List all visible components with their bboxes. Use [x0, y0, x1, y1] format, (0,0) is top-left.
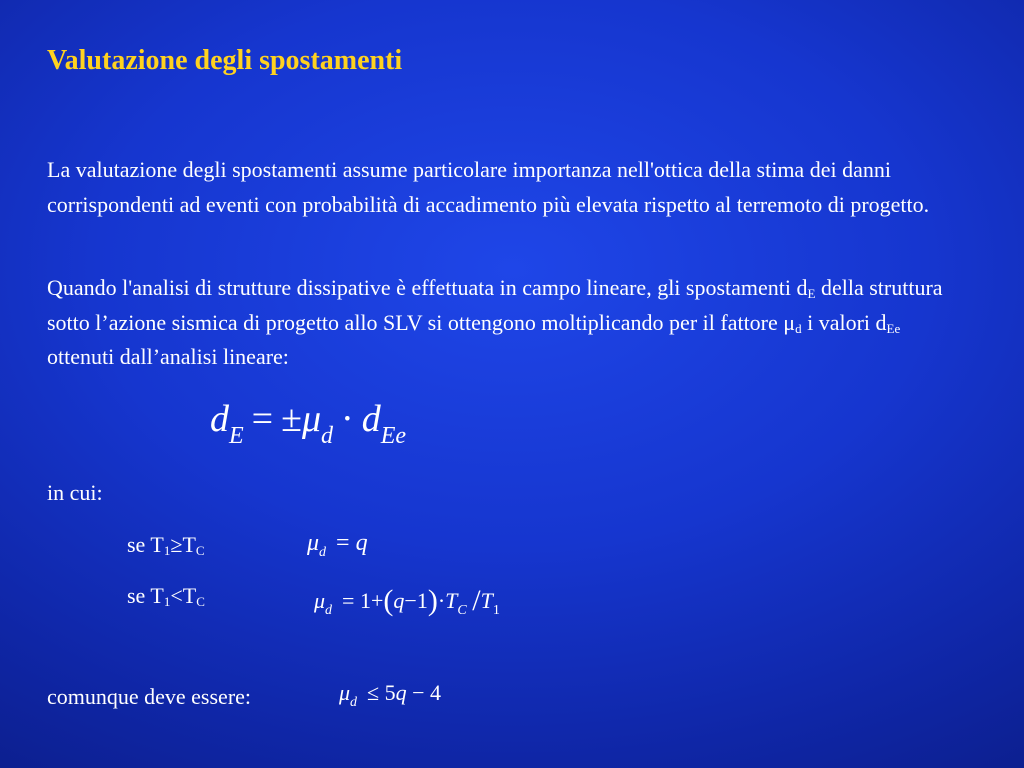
eq2-sub: d [325, 603, 333, 618]
cond2-sub1: 1 [163, 594, 171, 609]
eq1-equals: = [336, 530, 350, 556]
condition-1 [127, 532, 205, 558]
equation-2 [314, 582, 500, 616]
equation-3 [339, 680, 442, 710]
eq-mu: μ [301, 398, 322, 440]
eq3-minus: − [412, 680, 425, 705]
p2-sub-d: d [795, 320, 802, 336]
eq-sub-d: d [321, 423, 334, 449]
eq2-slash: / [472, 584, 481, 617]
eq-d2: d [361, 398, 381, 440]
eq2-one2: 1 [416, 588, 428, 613]
eq2-rparen: ) [427, 584, 438, 617]
in-cui-label: in cui: [47, 480, 103, 505]
equation-1 [307, 530, 368, 560]
p2-text-1: Quando l'analisi di strutture dissipative è effettuata in campo lineare, gli spostamenti d [47, 275, 808, 300]
main-equation [210, 397, 407, 449]
eq2-equals: = [342, 588, 355, 613]
eq2-minus: − [404, 588, 417, 613]
p2-text-3: i valori d [801, 309, 887, 335]
eq-equals: = [251, 398, 274, 440]
cond1-subC: C [195, 543, 205, 558]
eq2-subC: C [457, 603, 467, 618]
eq2-T: T [445, 588, 458, 613]
eq3-sub: d [350, 695, 358, 710]
eq3-q: q [395, 680, 407, 705]
eq-sub-Ee: Ee [380, 423, 407, 449]
analysis-paragraph [47, 271, 947, 375]
eq1-sub: d [319, 545, 327, 560]
cond2-se: se T [127, 583, 164, 608]
eq-plusminus: ± [281, 398, 302, 440]
eq-dot: · [341, 398, 354, 440]
p2-mu: μ [783, 309, 796, 335]
eq-sub-E: E [229, 423, 244, 449]
slide-title: Valutazione degli spostamenti [47, 45, 403, 76]
eq1-mu: μ [307, 530, 320, 556]
eq3-four: 4 [430, 680, 442, 705]
cond1-se: se T [127, 532, 164, 557]
p2-text-2: della struttura sotto l’azione sismica di progetto allo SLV si ottengono moltiplicando per il fattore [47, 275, 943, 335]
eq2-sub1: 1 [492, 603, 500, 618]
condition-2 [127, 583, 205, 609]
eq2-mu: μ [314, 588, 326, 613]
eq1-q: q [355, 530, 368, 556]
p2-text-4: ottenuti dall’analisi lineare: [47, 344, 289, 369]
eq2-dot: · [437, 588, 446, 613]
intro-paragraph: La valutazione degli spostamenti assume particolare importanza nell'ottica della stima dei danni corrispondenti ad eventi con probabilità di accadimento più elevata rispetto al terremoto di progetto. [47, 157, 930, 217]
eq2-one: 1 [359, 588, 371, 613]
cond2-subC: C [196, 594, 205, 609]
eq2-q: q [393, 588, 405, 613]
eq2-T1: T [480, 588, 493, 613]
eq2-plus: + [370, 588, 384, 613]
eq3-le: ≤ [367, 680, 380, 705]
cond1-sub1: 1 [163, 543, 171, 558]
cond2-rel: <T [170, 583, 197, 608]
comunque-label: comunque deve essere: [47, 684, 252, 709]
eq3-mu: μ [339, 680, 351, 705]
cond1-rel: ≥T [170, 532, 196, 557]
eq2-lparen: ( [383, 584, 394, 617]
eq-d: d [210, 398, 229, 440]
p2-sub-E: E [807, 286, 816, 301]
eq3-five: 5 [384, 680, 396, 705]
p2-sub-Ee: Ee [886, 320, 901, 336]
